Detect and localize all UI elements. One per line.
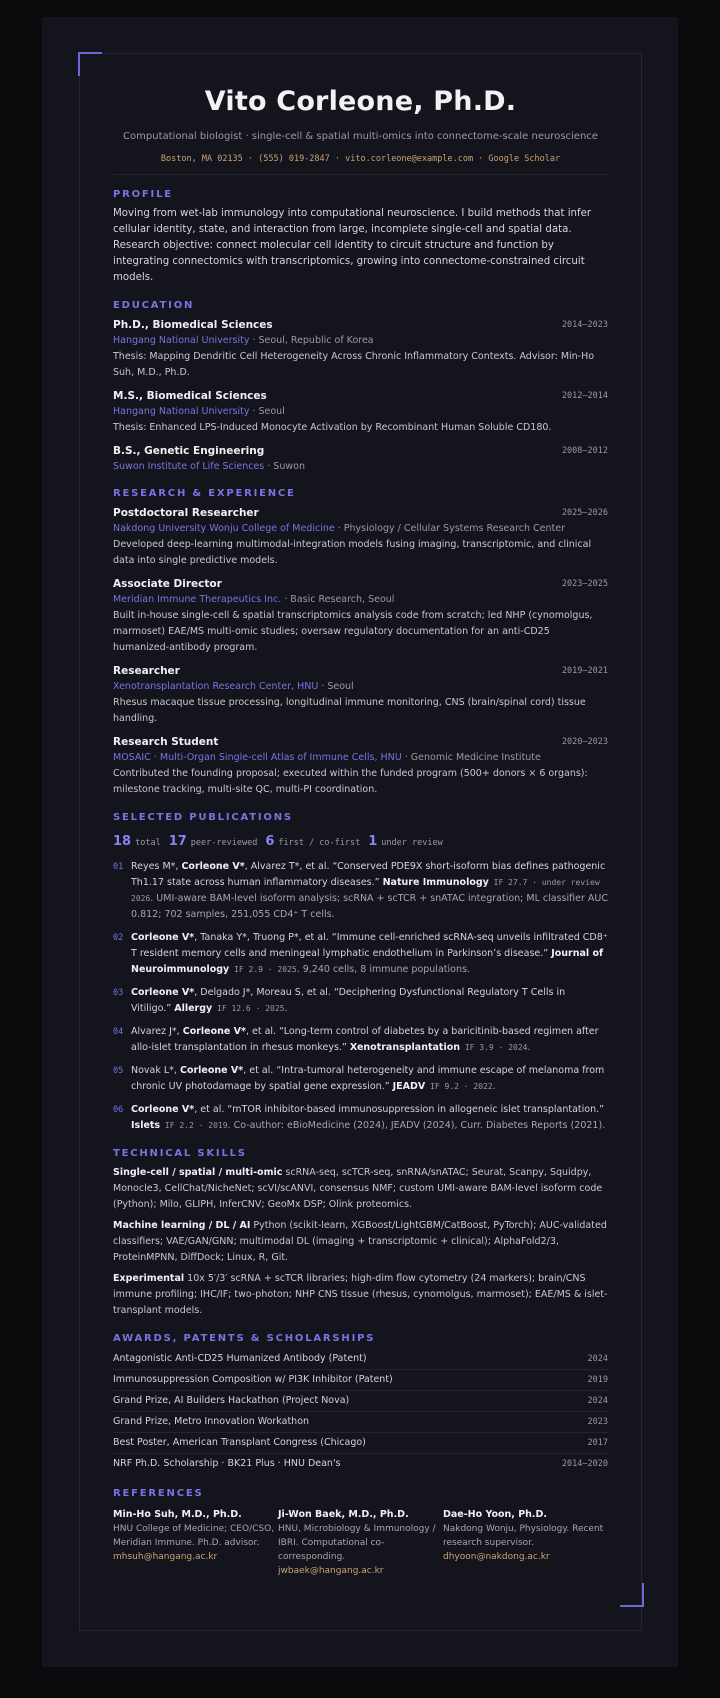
organization-name: Xenotransplantation Research Center, HNU	[113, 681, 319, 692]
publication-title: , Delgado J*, Moreau S, et al. “Deciphering Dysfunctional Regulatory T Cells in Vitiligo.”	[131, 987, 566, 1014]
publication-impact-year: IF 3.9 · 2024	[460, 1043, 528, 1052]
stat-label: under review	[381, 838, 443, 848]
stat-label: peer-reviewed	[190, 838, 258, 848]
reference-email[interactable]: jwbaek@hangang.ac.kr	[278, 1566, 384, 1576]
reference-description: Nakdong Wonju, Physiology. Recent research supervisor.	[443, 1524, 604, 1548]
award-name: Best Poster, American Transplant Congress (Chicago)	[113, 1437, 366, 1448]
role-title: Research Student	[113, 736, 219, 748]
skills-list	[113, 1165, 608, 1319]
award-row	[113, 1412, 608, 1433]
entry-description: Rhesus macaque tissue processing, longitudinal immune monitoring, CNS (brain/spinal cord) tissue handling.	[113, 697, 586, 724]
corner-accent-top-left	[78, 52, 102, 76]
section-title-experience: RESEARCH & EXPERIENCE	[113, 488, 296, 499]
skill-group-text: 10x 5′/3′ scRNA + scTCR libraries; high-dim flow cytometry (24 markers); brain/CNS immune profiling; IHC/IF; two-photon; NHP CNS tissue (rhesus, cynomolgus, marmoset); EAE/MS & islet-transplant models.	[113, 1273, 608, 1316]
publication-number: 01	[113, 862, 124, 872]
entry-organization-line	[113, 679, 608, 694]
section-title-publications: SELECTED PUBLICATIONS	[113, 812, 293, 823]
entry-date: 2012–2014	[561, 391, 608, 401]
publication-item	[113, 1102, 608, 1134]
skill-group-label: Machine learning / DL / AI	[113, 1220, 251, 1231]
publication-authors-before: Alvarez J*,	[131, 1026, 183, 1037]
publication-note: .	[527, 1042, 531, 1053]
award-row	[113, 1433, 608, 1454]
award-name: Grand Prize, Metro Innovation Workathon	[113, 1416, 310, 1427]
entry-date: 2020–2023	[561, 737, 608, 747]
award-year: 2024	[587, 1354, 608, 1364]
award-year: 2024	[587, 1396, 608, 1406]
publication-title: , et al. “Intra-tumoral heterogeneity and immune escape of melanoma from chronic UV photodamage by spatial gene expression.”	[131, 1065, 605, 1092]
publication-title: , Tanaka Y*, Truong P*, et al. “Immune cell-enriched scRNA-seq unveils infiltrated CD8⁺ T resident memory cells and meningeal lymphatic endothelium in Parkinson’s disease.”	[131, 932, 608, 959]
publication-note: . 9,240 cells, 8 immune populations.	[296, 964, 470, 975]
publication-impact-year: IF 2.9 · 2025	[229, 965, 297, 974]
publication-note: . UMI-aware BAM-level isoform analysis; scRNA + scTCR + snATAC integration; ML classifier AUC 0.812; 702 samples, 251,055 CD4⁺ T cells.	[131, 893, 608, 920]
resume-page	[42, 17, 678, 1667]
header-divider	[113, 174, 608, 175]
reference-card	[278, 1508, 443, 1578]
publication-impact-year: IF 2.2 · 2019	[160, 1121, 228, 1130]
publication-item	[113, 1024, 608, 1056]
candidate-name: Vito Corleone, Ph.D.	[204, 86, 517, 117]
skill-group-label: Experimental	[113, 1273, 185, 1284]
institution-name: Hangang National University	[113, 335, 250, 346]
publication-self-author: Corleone V*	[131, 1104, 195, 1115]
entry-date: 2019–2021	[561, 666, 608, 676]
stat-label: total	[135, 838, 161, 848]
section-title-education: EDUCATION	[113, 300, 195, 311]
reference-description: HNU College of Medicine; CEO/CSO, Meridian Immune. Ph.D. advisor.	[113, 1524, 275, 1548]
skill-group-text: scRNA-seq, scTCR-seq, snRNA/snATAC; Seurat, Scanpy, Squidpy, Monocle3, CellChat/NicheNet; scVI/scANVI, consensus NMF; custom UMI-aware BAM-level isoform code (Python); Milo, GLIPH, InferCNV; GeoMx DSP; Olink proteomics.	[113, 1167, 603, 1210]
organization-name: MOSAIC · Multi-Organ Single-cell Atlas of Immune Cells, HNU	[113, 752, 402, 763]
publication-number: 02	[113, 933, 124, 943]
references-list	[113, 1508, 608, 1578]
award-name: Antagonistic Anti-CD25 Humanized Antibody (Patent)	[113, 1353, 367, 1364]
award-row	[113, 1349, 608, 1370]
institution-name: Hangang National University	[113, 406, 250, 417]
section-title-awards: AWARDS, PATENTS & SCHOLARSHIPS	[113, 1333, 376, 1344]
entry-organization-line	[113, 404, 608, 419]
award-year: 2017	[587, 1438, 608, 1448]
role-title: Postdoctoral Researcher	[113, 507, 259, 519]
award-year: 2019	[587, 1375, 608, 1385]
experience-list	[113, 506, 608, 798]
publication-self-author: Corleone V*	[131, 932, 195, 943]
stat-number: 17	[168, 834, 187, 849]
section-title-skills: TECHNICAL SKILLS	[113, 1148, 247, 1159]
entry-organization-line	[113, 333, 608, 348]
reference-name: Ji-Won Baek, M.D., Ph.D.	[278, 1509, 409, 1520]
award-year: 2023	[587, 1417, 608, 1427]
tagline: Computational biologist · single-cell & spatial multi-omics into connectome-scale neuroscience	[123, 131, 598, 142]
award-name: Immunosuppression Composition w/ PI3K Inhibitor (Patent)	[113, 1374, 393, 1385]
entry-organization-line	[113, 750, 608, 765]
education-entry	[113, 444, 608, 474]
publication-authors-before: Novak L*,	[131, 1065, 180, 1076]
experience-entry	[113, 664, 608, 727]
publication-title: , et al. “mTOR inhibitor-based immunosuppression in allogeneic islet transplantation.”	[194, 1104, 605, 1115]
publication-item	[113, 859, 608, 923]
degree-title: Ph.D., Biomedical Sciences	[113, 319, 273, 331]
stat-number: 6	[265, 834, 275, 849]
publication-number: 03	[113, 988, 124, 998]
section-title-references: REFERENCES	[113, 1488, 204, 1499]
publication-impact-year: IF 12.6 · 2025	[212, 1004, 285, 1013]
entry-organization-line	[113, 459, 608, 474]
publication-number: 04	[113, 1027, 124, 1037]
skill-group	[113, 1165, 608, 1213]
award-row	[113, 1454, 608, 1474]
publication-impact-year: IF 27.7 · under review 2026	[131, 878, 600, 903]
contact-line: Boston, MA 02135 · (555) 019-2847 · vito.corleone@example.com · Google Scholar	[160, 154, 561, 164]
education-entry	[113, 318, 608, 381]
entry-date: 2014–2023	[561, 320, 608, 330]
organization-name: Meridian Immune Therapeutics Inc.	[113, 594, 282, 605]
entry-description: Contributed the founding proposal; executed within the funded program (500+ donors × 6 organs): milestone tracking, multi-site QC, multi-PI coordination.	[113, 768, 588, 795]
publication-number: 05	[113, 1066, 124, 1076]
publication-self-author: Corleone V*	[179, 1065, 244, 1076]
publication-journal: Islets	[131, 1120, 161, 1131]
experience-entry	[113, 506, 608, 569]
entry-organization-line	[113, 521, 608, 536]
entry-organization-line	[113, 592, 608, 607]
publication-journal: Journal of Neuroimmunology	[131, 948, 604, 975]
publication-impact-year: IF 9.2 · 2022	[425, 1082, 493, 1091]
institution-name: Suwon Institute of Life Sciences	[113, 461, 265, 472]
award-name: NRF Ph.D. Scholarship · BK21 Plus · HNU Dean's	[113, 1458, 341, 1469]
publication-item	[113, 1063, 608, 1095]
publication-self-author: Corleone V*	[182, 1026, 246, 1037]
entry-description: Thesis: Mapping Dendritic Cell Heterogeneity Across Chronic Inflammatory Contexts. Advisor: Min-Ho Suh, M.D., Ph.D.	[113, 351, 595, 378]
entry-date: 2023–2025	[561, 579, 608, 589]
publication-journal: Xenotransplantation	[349, 1042, 461, 1053]
role-title: Associate Director	[113, 578, 222, 590]
organization-location: · Physiology / Cellular Systems Research Center	[334, 523, 566, 534]
award-row	[113, 1391, 608, 1412]
skill-group	[113, 1271, 608, 1319]
publication-title: , et al. “Long-term control of diabetes by a baricitinib-based regimen after allo-islet transplantation in rhesus monkeys.”	[131, 1026, 599, 1053]
reference-card	[443, 1508, 608, 1578]
award-year: 2014–2020	[561, 1459, 608, 1469]
publication-journal: Nature Immunology	[382, 877, 489, 888]
award-row	[113, 1370, 608, 1391]
section-title-profile: PROFILE	[113, 189, 173, 200]
publication-note: .	[284, 1003, 288, 1014]
organization-location: · Seoul	[318, 681, 354, 692]
publication-self-author: Corleone V*	[131, 987, 195, 998]
stat-number: 18	[113, 834, 132, 849]
entry-description: Thesis: Enhanced LPS-Induced Monocyte Activation by Recombinant Human Soluble CD180.	[113, 422, 552, 433]
entry-date: 2008–2012	[561, 446, 608, 456]
publication-note: .	[492, 1081, 496, 1092]
organization-location: · Basic Research, Seoul	[281, 594, 395, 605]
publication-journal: JEADV	[392, 1081, 426, 1092]
degree-title: M.S., Biomedical Sciences	[113, 390, 267, 402]
entry-description: Built in-house single-cell & spatial transcriptomics analysis code from scratch; led NHP (cynomolgus, marmoset) EAE/MS multi-omic studies; oversaw regulatory documentation for an anti-CD25 humanized-antibody program.	[113, 610, 593, 653]
institution-location: · Seoul, Republic of Korea	[249, 335, 374, 346]
role-title: Researcher	[113, 665, 180, 677]
skill-group-label: Single-cell / spatial / multi-omic	[113, 1167, 283, 1178]
organization-name: Nakdong University Wonju College of Medicine	[113, 523, 335, 534]
education-entry	[113, 389, 608, 436]
skill-group-text: Python (scikit-learn, XGBoost/LightGBM/CatBoost, PyTorch); AUC-validated classifiers; VAE/GAN/GNN; multimodal DL (imaging + transcriptomic + clinical); AlphaFold2/3, ProteinMPNN, DiffDock; Linux, R, Git.	[113, 1220, 607, 1263]
skill-group	[113, 1218, 608, 1266]
publication-item	[113, 930, 608, 978]
entry-date: 2025–2026	[561, 508, 608, 518]
publication-list	[113, 859, 608, 1134]
reference-card	[113, 1508, 278, 1578]
education-list	[113, 318, 608, 474]
profile-text: Moving from wet-lab immunology into computational neuroscience. I build methods that infer cellular identity, state, and interaction from large, incomplete single-cell and spatial data. Research objective: connect molecular cell identity to circuit structure and function by integrating connectomics with transcriptomics, growing into connectome-constrained circuit models.	[113, 208, 592, 283]
award-name: Grand Prize, AI Builders Hackathon (Project Nova)	[113, 1395, 350, 1406]
publication-journal: Allergy	[174, 1003, 213, 1014]
organization-location: · Genomic Medicine Institute	[401, 752, 541, 763]
corner-accent-bottom-right	[620, 1583, 644, 1607]
publication-title: , Alvarez T*, et al. “Conserved PDE9X short-isoform bias defines pathogenic Th1.17 state across human inflammatory diseases.”	[131, 861, 606, 888]
publication-stats	[113, 831, 608, 852]
stat-number: 1	[368, 834, 378, 849]
reference-description: HNU, Microbiology & Immunology / IBRI. Computational co-corresponding.	[278, 1524, 436, 1562]
institution-location: · Seoul	[249, 406, 285, 417]
publication-authors-before: Reyes M*,	[131, 861, 182, 872]
reference-email[interactable]: dhyoon@nakdong.ac.kr	[443, 1552, 550, 1562]
reference-name: Dae-Ho Yoon, Ph.D.	[443, 1509, 548, 1520]
degree-title: B.S., Genetic Engineering	[113, 445, 265, 457]
stat-label: first / co-first	[278, 838, 361, 848]
institution-location: · Suwon	[264, 461, 305, 472]
experience-entry	[113, 577, 608, 656]
experience-entry	[113, 735, 608, 798]
awards-list	[113, 1349, 608, 1474]
resume-content	[113, 85, 608, 1578]
reference-email[interactable]: mhsuh@hangang.ac.kr	[113, 1552, 218, 1562]
publication-note: . Co-author: eBioMedicine (2024), JEADV (2024), Curr. Diabetes Reports (2021).	[227, 1120, 606, 1131]
publication-item	[113, 985, 608, 1017]
publication-self-author: Corleone V*	[181, 861, 245, 872]
reference-name: Min-Ho Suh, M.D., Ph.D.	[113, 1509, 242, 1520]
entry-description: Developed deep-learning multimodal-integration models fusing imaging, transcriptomic, and clinical data into single predictive models.	[113, 539, 592, 566]
publication-number: 06	[113, 1105, 124, 1115]
